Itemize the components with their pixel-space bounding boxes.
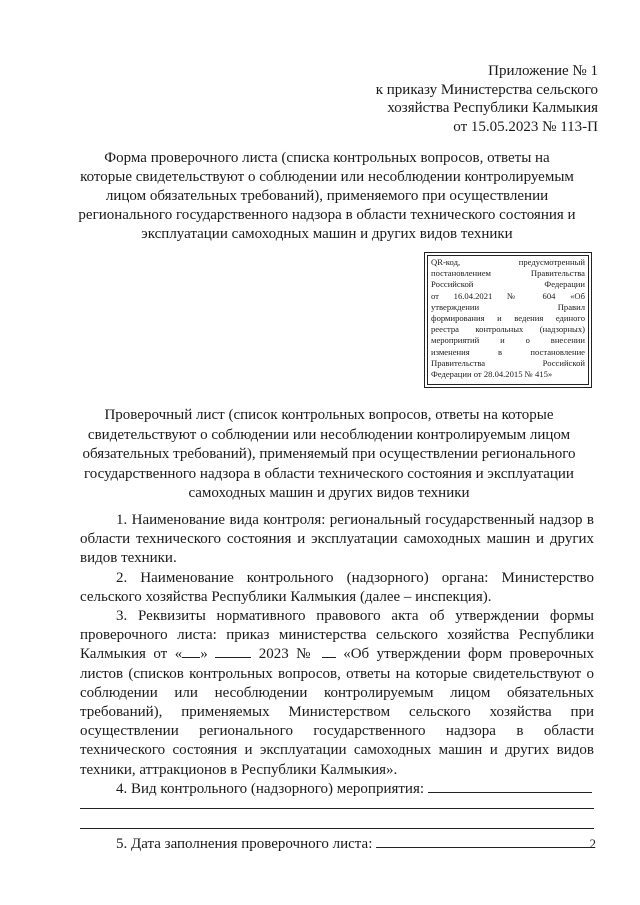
qr-box-line: от 16.04.2021 № 604 «Об — [431, 290, 585, 301]
qr-box-line: Правительства Российской — [431, 357, 585, 368]
item-5-label: 5. Дата заполнения проверочного листа: — [116, 836, 377, 853]
item-3-normative-act — [80, 607, 594, 780]
qr-box-line: постановлением Правительства — [431, 268, 585, 279]
month-blank-line[interactable] — [215, 645, 251, 658]
appendix-number: Приложение № 1 — [488, 63, 598, 79]
form-title: Форма проверочного листа (списка контрольных вопросов, ответы на которые свидетельствуют о соблюдении или несоблюдении контролируемым лицом обязательных требований), применяемого при осуществлении регионального государственного надзора в области технического состояния и эксплуатации самоходных машин и других видов техники — [78, 150, 576, 242]
qr-box-line: Российской Федерации — [431, 279, 585, 290]
item-3-text-b: » — [200, 646, 216, 663]
fill-date-blank-line[interactable] — [376, 835, 592, 848]
item-3-text-c: 2023 № — [251, 646, 322, 663]
qr-box-line: формирования и ведения единого — [431, 313, 585, 324]
item-5-fill-date — [80, 835, 594, 854]
qr-box-line: реестра контрольных (надзорных) — [431, 324, 585, 335]
appendix-order-line: к приказу Министерства сельского — [375, 81, 598, 98]
item-3-text-d: «Об утверждении форм проверочных листов (списков контрольных вопросов, ответы на которые свидетельствуют о соблюдении или несоблюдении контролируемым лицом обязательных требований), применяемых Министерством сельского хозяйства при осуществлении регионального государственного надзора в области технического состояния и эксплуатации самоходных машин и других видов техники, аттракционов в Республики Калмыкия». — [80, 646, 595, 778]
qr-box-line: утверждении Правил — [431, 301, 585, 312]
qr-box-line: Федерации от 28.04.2015 № 415» — [431, 369, 553, 380]
appendix-ministry-line: хозяйства Республики Калмыкия — [387, 100, 598, 116]
checklist-title: Проверочный лист (список контрольных вопросов, ответы на которые свидетельствуют о соблюдении или несоблюдении контролируемым лицом обязательных требований), применяемый при осуществлении регионального государственного надзора в области технического состояния и эксплуатации самоходных машин и других видов техники — [82, 407, 576, 501]
item-2-control-body: 2. Наименование контрольного (надзорного) органа: Министерство сельского хозяйства Республики Калмыкия (далее – инспекция). — [80, 569, 594, 605]
item-4-event-type — [80, 780, 594, 799]
qr-box-line: мероприятий и о внесении — [431, 335, 585, 346]
item-1-control-type: 1. Наименование вида контроля: региональный государственный надзор в области технического состояния и эксплуатации самоходных машин и других видов техники. — [80, 512, 594, 567]
item-4-label: 4. Вид контрольного (надзорного) мероприятия: — [116, 780, 428, 797]
appendix-date-line: от 15.05.2023 № 113-П — [453, 118, 598, 135]
item-3-text-a: 3. Реквизиты нормативного правового акта об утверждении формы проверочного листа: приказ министерства сельского хозяйства Республики Калмыкия от « — [80, 608, 594, 663]
page-number: 2 — [589, 836, 596, 851]
number-blank-line[interactable] — [322, 645, 336, 658]
event-type-continuation-line[interactable] — [80, 808, 594, 809]
qr-box-line: QR-код, предусмотренный — [431, 257, 585, 267]
appendix-header — [338, 62, 598, 136]
qr-box-line: изменения в постановление — [431, 346, 585, 357]
day-blank-line[interactable] — [182, 645, 200, 658]
event-type-blank-line[interactable] — [428, 780, 592, 793]
checklist-body — [80, 511, 594, 854]
event-type-continuation-line[interactable] — [80, 828, 594, 829]
qr-code-placeholder-box — [424, 252, 592, 388]
